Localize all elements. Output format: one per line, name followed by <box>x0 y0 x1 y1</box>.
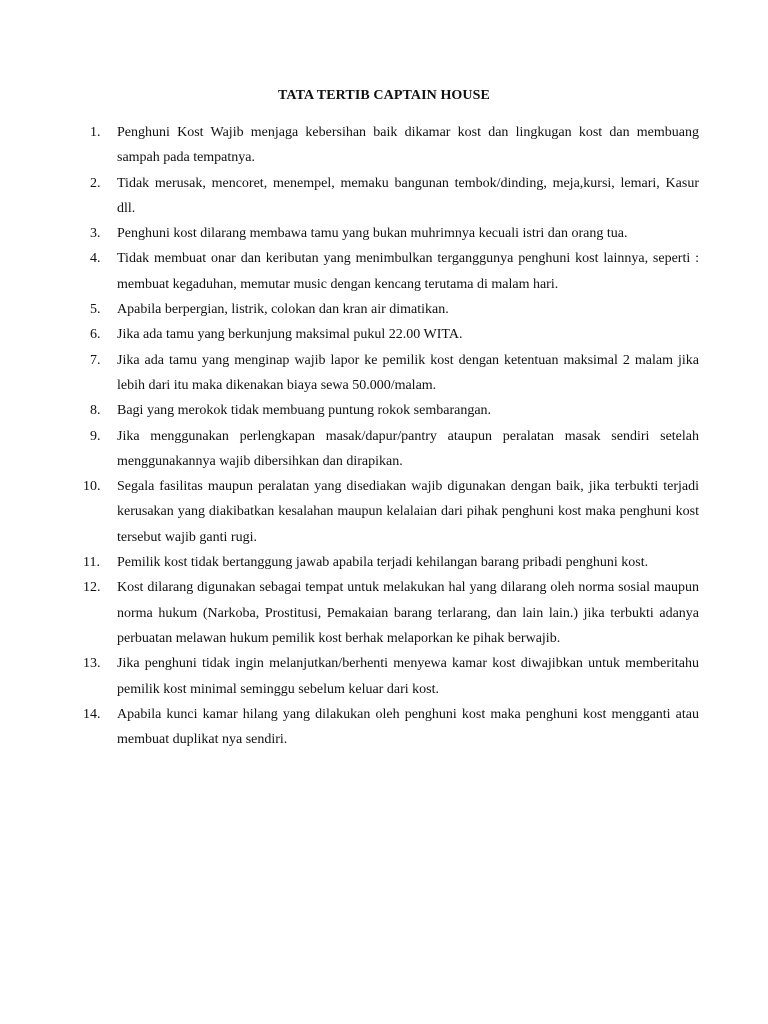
rule-number: 6. <box>90 327 101 343</box>
rule-item <box>92 246 699 297</box>
rule-number: 4. <box>90 251 101 267</box>
rule-item <box>92 348 699 399</box>
rule-text: Bagi yang merokok tidak membuang puntung rokok sembarangan. <box>117 403 492 419</box>
rule-text: Pemilik kost tidak bertanggung jawab apabila terjadi kehilangan barang pribadi penghuni kost. <box>117 555 649 571</box>
rule-number: 5. <box>90 302 101 318</box>
rule-text: Kost dilarang digunakan sebagai tempat untuk melakukan hal yang dilarang oleh norma sosial maupun norma hukum (Narkoba, Prostitusi, Pemakaian barang terlarang, dan lain lain.) jika terbukti adanya perbuatan melawan hukum pemilik kost berhak melaporkan ke pihak berwajib. <box>117 580 699 646</box>
rule-number: 12. <box>83 580 101 596</box>
rule-text: Apabila berpergian, listrik, colokan dan kran air dimatikan. <box>117 302 449 318</box>
rule-item <box>83 651 699 702</box>
rule-number: 11. <box>83 555 100 571</box>
rule-text: Jika ada tamu yang berkunjung maksimal pukul 22.00 WITA. <box>117 327 463 343</box>
rule-text: Jika ada tamu yang menginap wajib lapor ke pemilik kost dengan ketentuan maksimal 2 malam jika lebih dari itu maka dikenakan biaya sewa 50.000/malam. <box>117 352 699 393</box>
rule-number: 8. <box>90 403 101 419</box>
rule-text: Segala fasilitas maupun peralatan yang disediakan wajib digunakan dengan baik, jika terbukti terjadi kerusakan yang diakibatkan kesalahan maupun kelalaian dari pihak penghuni kost maka penghuni kost tersebut wajib ganti rugi. <box>117 479 699 545</box>
rule-text: Jika penghuni tidak ingin melanjutkan/berhenti menyewa kamar kost diwajibkan untuk memberitahu pemilik kost minimal seminggu sebelum keluar dari kost. <box>117 656 699 697</box>
rule-number: 2. <box>90 175 101 191</box>
rule-text: Apabila kunci kamar hilang yang dilakukan oleh penghuni kost maka penghuni kost mengganti atau membuat duplikat nya sendiri. <box>117 706 699 748</box>
rule-item <box>83 702 699 753</box>
rule-item <box>92 424 699 475</box>
rule-number: 14. <box>83 706 101 722</box>
rule-item <box>92 297 699 322</box>
rule-number: 13. <box>83 656 101 672</box>
rule-number: 3. <box>90 226 101 242</box>
rule-text: Tidak membuat onar dan keributan yang menimbulkan terganggunya penghuni kost lainnya, seperti : membuat kegaduhan, memutar music dengan kencang terutama di malam hari. <box>117 251 699 292</box>
rule-item <box>83 575 699 651</box>
rule-text: Penghuni Kost Wajib menjaga kebersihan baik dikamar kost dan lingkugan kost dan membuang sampah pada tempatnya. <box>117 125 699 166</box>
rule-number: 1. <box>90 125 101 140</box>
rule-number: 10. <box>83 479 101 495</box>
rule-item <box>92 322 699 347</box>
rule-text: Tidak merusak, mencoret, menempel, memaku bangunan tembok/dinding, meja,kursi, lemari, Kasur dll. <box>117 175 699 216</box>
rule-number: 9. <box>90 428 101 444</box>
rule-item <box>92 171 699 222</box>
rule-number: 7. <box>90 352 101 368</box>
rule-text: Jika menggunakan perlengkapan masak/dapur/pantry ataupun peralatan masak sendiri setelah menggunakannya wajib dibersihkan dan dirapikan. <box>117 428 699 469</box>
rule-item <box>92 398 699 423</box>
document-title: TATA TERTIB CAPTAIN HOUSE <box>278 88 490 103</box>
rules-list <box>83 120 699 752</box>
rule-item <box>83 474 699 550</box>
rule-item <box>92 221 699 246</box>
rule-text: Penghuni kost dilarang membawa tamu yang bukan muhrimnya kecuali istri dan orang tua. <box>117 226 628 242</box>
rule-item <box>83 550 699 575</box>
rule-item <box>92 120 699 171</box>
